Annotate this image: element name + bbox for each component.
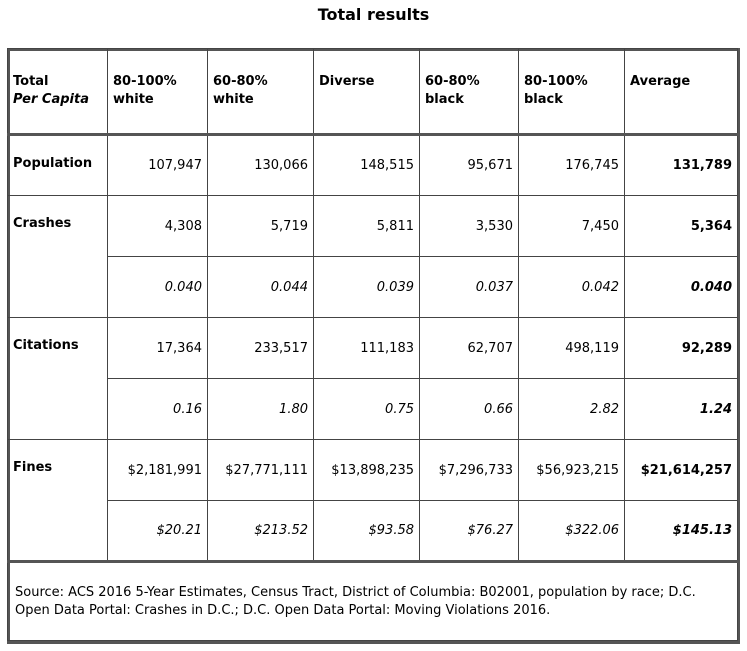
table-title: Total results <box>317 5 430 24</box>
table-cell: 130,066 <box>208 135 314 196</box>
table-cell: 0.042 <box>519 257 625 318</box>
table-cell: 95,671 <box>420 135 519 196</box>
table-cell: 62,707 <box>420 318 519 379</box>
table-cell: $56,923,215 <box>519 440 625 501</box>
table-cell-average: 1.24 <box>625 379 738 440</box>
table-cell: 2.82 <box>519 379 625 440</box>
table-row-crashes-per-capita <box>8 257 738 318</box>
results-table <box>7 48 738 641</box>
table-cell: 233,517 <box>208 318 314 379</box>
header-row-label <box>8 49 108 135</box>
table-cell-average: 0.040 <box>625 257 738 318</box>
table-cell: $93.58 <box>314 501 420 562</box>
table-cell: 5,719 <box>208 196 314 257</box>
table-cell: 5,811 <box>314 196 420 257</box>
row-label-population: Population <box>8 135 108 196</box>
header-line1: 80-100% <box>113 74 177 89</box>
source-note: Source: ACS 2016 5-Year Estimates, Census Tract, District of Columbia: B02001, population by race; D.C. Open Data Portal: Crashes in D.C.; D.C. Open Data Portal: Moving Violations 2016. <box>8 562 738 641</box>
source-row <box>8 562 738 641</box>
table-cell: 111,183 <box>314 318 420 379</box>
table-cell: 1.80 <box>208 379 314 440</box>
table-cell: 0.66 <box>420 379 519 440</box>
header-line1: 60-80% <box>425 74 480 89</box>
header-total-label: Total <box>13 74 49 89</box>
table-row-crashes <box>8 196 738 257</box>
header-col-white-60-80 <box>208 49 314 135</box>
table-cell: $322.06 <box>519 501 625 562</box>
header-col-black-80-100 <box>519 49 625 135</box>
header-col-white-80-100 <box>108 49 208 135</box>
table-cell: $2,181,991 <box>108 440 208 501</box>
header-col-diverse <box>314 49 420 135</box>
table-row-fines <box>8 440 738 501</box>
header-line1: 80-100% <box>524 74 588 89</box>
table-cell-average: 131,789 <box>625 135 738 196</box>
table-cell-average: $145.13 <box>625 501 738 562</box>
table-cell: 0.037 <box>420 257 519 318</box>
table-cell-average: $21,614,257 <box>625 440 738 501</box>
table-cell: 107,947 <box>108 135 208 196</box>
row-label-empty <box>8 379 108 440</box>
header-per-capita-label: Per Capita <box>13 92 89 107</box>
table-row-citations-per-capita <box>8 379 738 440</box>
header-col-average <box>625 49 738 135</box>
header-line2: white <box>213 92 254 107</box>
table-cell: 0.044 <box>208 257 314 318</box>
table-cell: $13,898,235 <box>314 440 420 501</box>
table-cell: $7,296,733 <box>420 440 519 501</box>
table-cell: $213.52 <box>208 501 314 562</box>
table-cell: $76.27 <box>420 501 519 562</box>
table-cell: 0.75 <box>314 379 420 440</box>
header-col-black-60-80 <box>420 49 519 135</box>
header-line1: Diverse <box>319 74 375 89</box>
table-row-citations <box>8 318 738 379</box>
table-row-fines-per-capita <box>8 501 738 562</box>
table-cell: $27,771,111 <box>208 440 314 501</box>
table-cell: 4,308 <box>108 196 208 257</box>
header-row <box>8 49 738 135</box>
row-label-fines: Fines <box>8 440 108 501</box>
table-cell: 17,364 <box>108 318 208 379</box>
header-line1: Average <box>630 74 691 89</box>
table-cell: 7,450 <box>519 196 625 257</box>
table-row-population <box>8 135 738 196</box>
header-line2: white <box>113 92 154 107</box>
row-label-crashes: Crashes <box>8 196 108 257</box>
table-cell: $20.21 <box>108 501 208 562</box>
table-cell: 148,515 <box>314 135 420 196</box>
row-label-citations: Citations <box>8 318 108 379</box>
table-cell: 0.040 <box>108 257 208 318</box>
header-line1: 60-80% <box>213 74 268 89</box>
row-label-empty <box>8 501 108 562</box>
table-cell: 498,119 <box>519 318 625 379</box>
row-label-empty <box>8 257 108 318</box>
table-cell: 3,530 <box>420 196 519 257</box>
table-cell-average: 92,289 <box>625 318 738 379</box>
table-cell: 0.039 <box>314 257 420 318</box>
header-line2: black <box>425 92 464 107</box>
header-line2: black <box>524 92 563 107</box>
table-cell-average: 5,364 <box>625 196 738 257</box>
table-cell: 176,745 <box>519 135 625 196</box>
table-cell: 0.16 <box>108 379 208 440</box>
